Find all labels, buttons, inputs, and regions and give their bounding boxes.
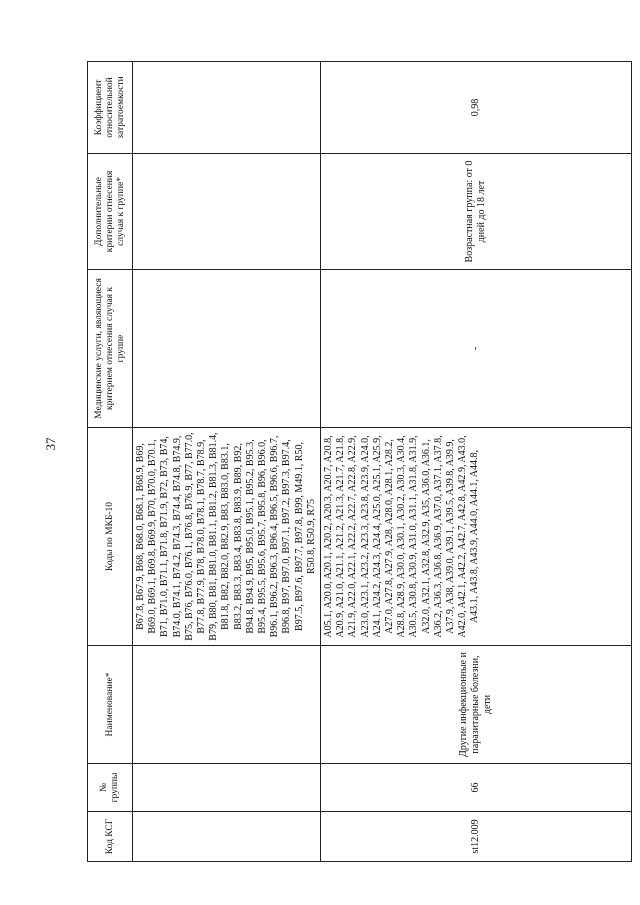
cell-name: Другие инфекционные и паразитарные болезни, дети [321, 646, 632, 764]
header-mkb-codes: Коды по МКБ-10 [88, 428, 133, 646]
header-ksg-code: Код КСГ [88, 812, 133, 862]
cell-mkb-codes: A05.1, A20.0, A20.1, A20.2, A20.3, A20.7, A20.8, A20.9, A21.0, A21.1, A21.2, A21.3, A21.7, A21.8, A21.9, A22.0, A22.1, A22.2, A22.7, A22.8, A22.9, A23.0, A23.1, A23.2, A23.3, A23.8, A23.9, A24.0, A24.1, A24.2, A24.3, A24.4, A25.0, A25.1, A25.9, A27.0, A27.8, A27.9, A28, A28.0, A28.1, A28.2, A28.8, A28.9, A30.0, A30.1, A30.2, A30.3, A30.4, A30.5, A30.8, A30.9, A31.0, A31.1, A31.8, A31.9, A32.0, A32.1, A32.8, A32.9, A35, A36.0, A36.1, A36.2, A36.3, A36.8, A36.9, A37.0, A37.1, A37.8, A37.9, A38, A39.0, A39.1, A39.5, A39.8, A39.9, A42.0, A42.1, A42.2, A42.7, A42.8, A42.9, A43.0, A43.1, A43.8, A43.9, A44.0, A44.1, A44.8, [321, 428, 632, 646]
cell-coefficient [133, 62, 321, 154]
cell-mkb-codes: B67.8, B67.9, B68, B68.0, B68.1, B68.9, B69, B69.0, B69.1, B69.8, B69.9, B70, B70.0, B70.1, B71, B71.0, B71.1, B71.8, B71.9, B72, B73, B74, B74.0, B74.1, B74.2, B74.3, B74.4, B74.8, B74.9, B75, B76, B76.0, B76.1, B76.8, B76.9, B77, B77.0, B77.8, B77.9, B78, B78.0, B78.1, B78.7, B78.9, B79, B80, B81, B81.0, B81.1, B81.2, B81.3, B81.4, B81.8, B82, B82.0, B82.9, B83, B83.0, B83.1, B83.2, B83.3, B83.4, B83.8, B83.9, B89, B92, B94.8, B94.9, B95, B95.0, B95.1, B95.2, B95.3, B95.4, B95.5, B95.6, B95.7, B95.8, B96, B96.0, B96.1, B96.2, B96.3, B96.4, B96.5, B96.6, B96.7, B96.8, B97, B97.0, B97.1, B97.2, B97.3, B97.4, B97.5, B97.6, B97.7, B97.8, B99, M49.1, R50, R50.8, R50.9, R75 [133, 428, 321, 646]
table-row [321, 62, 632, 862]
table-row [133, 62, 321, 862]
rotated-table-wrapper [87, 62, 607, 862]
header-additional-criteria: Дополнительные критерии отнесения случая к группе* [88, 154, 133, 270]
cell-services [133, 270, 321, 428]
cell-services: - [321, 270, 632, 428]
header-medical-services: Медицинские услуги, являющиеся критерием отнесения случая к группе [88, 270, 133, 428]
cell-coefficient: 0,98 [321, 62, 632, 154]
cell-name [133, 646, 321, 764]
cell-group: 66 [321, 764, 632, 812]
cell-code: st12.009 [321, 812, 632, 862]
cell-group [133, 764, 321, 812]
cell-code [133, 812, 321, 862]
table-header-row [88, 62, 133, 862]
header-coefficient: Коэффициент относительной затратоемкости [88, 62, 133, 154]
cell-criteria: Возрастная группа: от 0 дней до 18 лет [321, 154, 632, 270]
page-number: 37 [43, 437, 58, 451]
header-name: Наименование* [88, 646, 133, 764]
ksg-table [87, 61, 632, 862]
cell-criteria [133, 154, 321, 270]
header-group-number: № группы [88, 764, 133, 812]
